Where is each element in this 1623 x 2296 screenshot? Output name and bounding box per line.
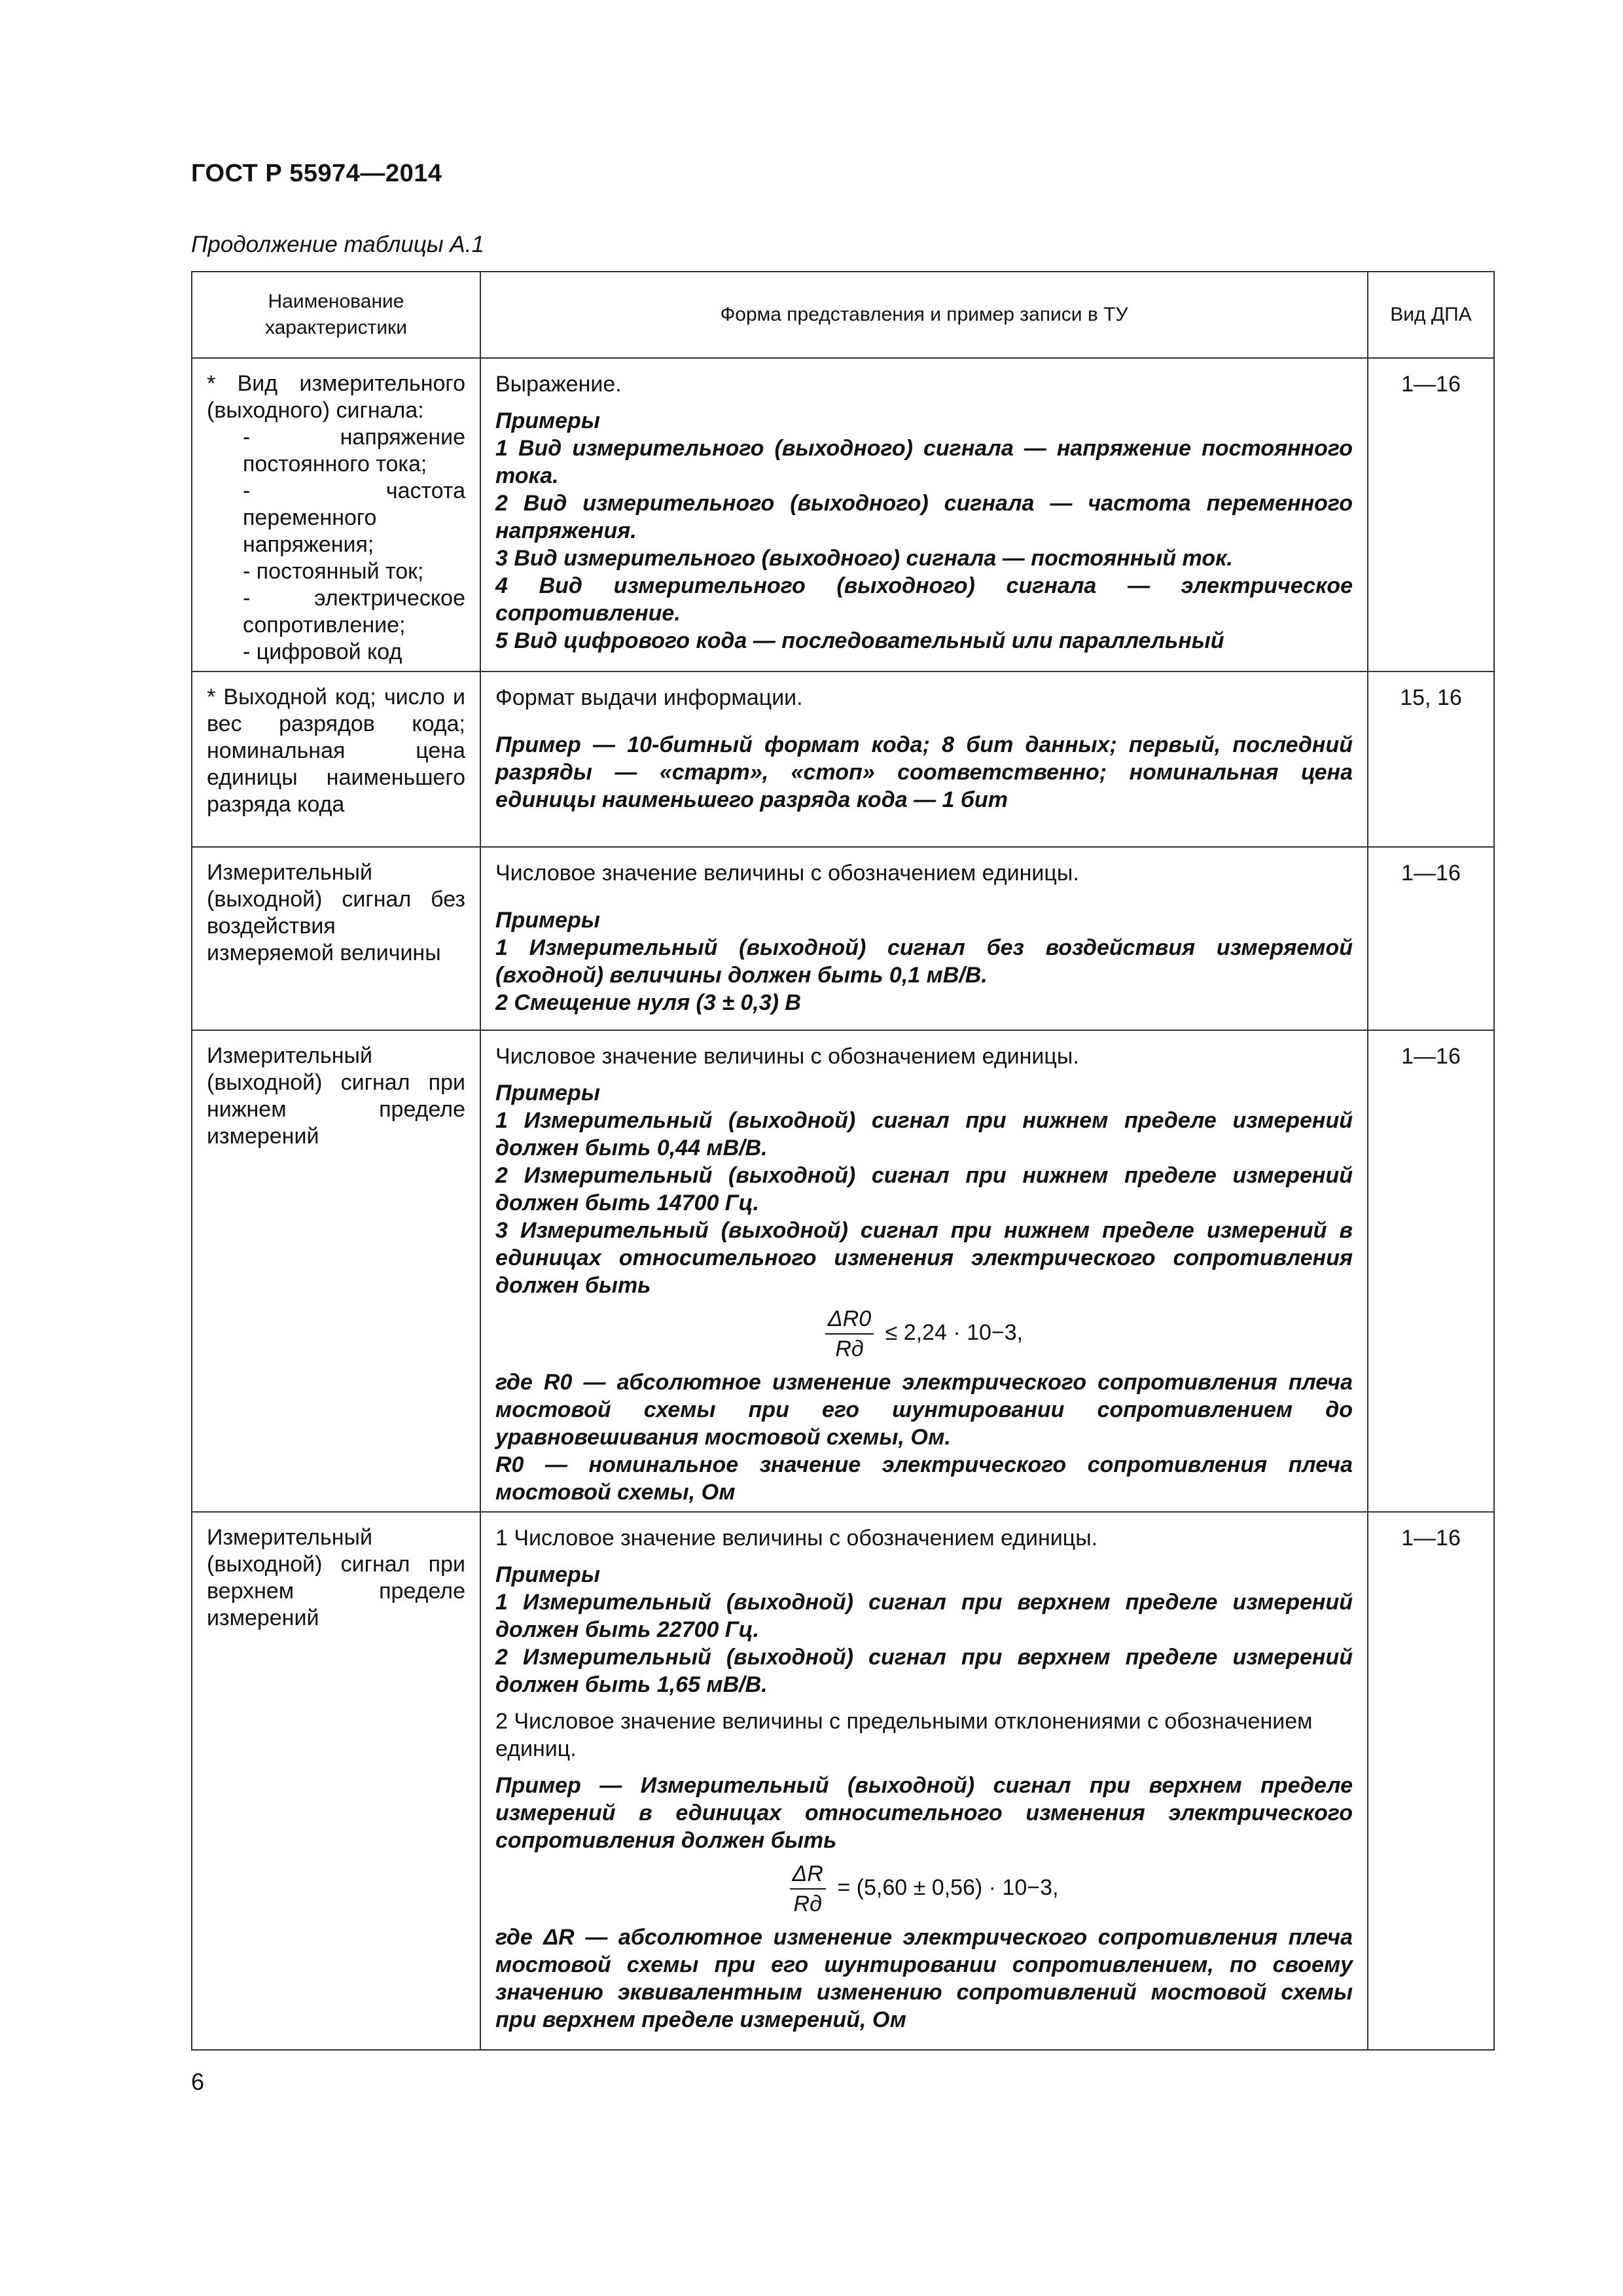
dpa-kind: 15, 16 <box>1368 672 1494 847</box>
table-continuation-caption: Продолжение таблицы А.1 <box>191 232 484 257</box>
dpa-kind: 1—16 <box>1368 358 1494 672</box>
table-header-row <box>192 272 1494 358</box>
page-number: 6 <box>191 2068 205 2095</box>
table-row <box>192 358 1494 672</box>
form-cell: Числовое значение величины с обозначением единицы. Примеры 1 Измерительный (выходной) сигнал без воздействия измеряемой (входной) величины должен быть 0,1 мВ/В. 2 Смещение нуля (3 ± 0,3) В <box>480 847 1368 1030</box>
form-cell: Числовое значение величины с обозначением единицы. Примеры 1 Измерительный (выходной) сигнал при нижнем пределе измерений должен быть 0,44 мВ/В. 2 Измерительный (выходной) сигнал при нижнем пределе измерений должен быть 14700 Гц. 3 Измерительный (выходной) сигнал при нижнем пределе измерений в единицах относительного изменения электрического сопротивления должен быть $\frac{\Delta R0}{Rд}$ ≤ 2,24 · 10−3, где R0 — абсолютное изменение электрического сопротивления плеча мостовой схемы при его шунтировании сопротивлением до уравновешивания мостовой схемы, Ом. R0 — номинальное значение электрического сопротивления плеча мостовой схемы, Ом <box>480 1030 1368 1512</box>
characteristics-table <box>191 271 1495 2051</box>
characteristic-name: * Выходной код; число и вес разрядов кода; номинальная цена единицы наименьшего разряда кода <box>192 672 480 847</box>
form-cell: 1 Числовое значение величины с обозначением единицы. Примеры 1 Измерительный (выходной) сигнал при верхнем пределе измерений должен быть 22700 Гц. 2 Измерительный (выходной) сигнал при верхнем пределе измерений должен быть 1,65 мВ/В. 2 Числовое значение величины с предельными отклонениями с обозначением единиц. Пример — Измерительный (выходной) сигнал при верхнем пределе измерений в единицах относительного изменения электрического сопротивления должен быть $\frac{\Delta R}{Rд}$ = (5,60 ± 0,56) · 10−3, где ΔR — абсолютное изменение электрического сопротивления плеча мостовой схемы при его шунтировании сопротивлением, по своему значению эквивалентным изменению сопротивлений мостовой схемы при верхнем пределе измерений, Ом <box>480 1512 1368 2050</box>
column-header-kind: Вид ДПА <box>1368 272 1494 358</box>
formula-upper-limit: $\frac{\Delta R}{Rд}$ = (5,60 ± 0,56) · 10−3, <box>495 1859 1353 1918</box>
form-cell: Формат выдачи информации. Пример — 10-битный формат кода; 8 бит данных; первый, последний разряды — «старт», «стоп» соответственно; номинальная цена единицы наименьшего разряда кода — 1 бит <box>480 672 1368 847</box>
table-row <box>192 672 1494 847</box>
formula-lower-limit: $\frac{\Delta R0}{Rд}$ ≤ 2,24 · 10−3, <box>495 1304 1353 1363</box>
column-header-form: Форма представления и пример записи в ТУ <box>480 272 1368 358</box>
characteristic-name: * Вид измерительного (выходного) сигнала: - напряжение постоянного тока; - частота переменного напряжения; - постоянный ток; - электрическое сопротивление; - цифровой код <box>192 358 480 672</box>
table-row <box>192 1030 1494 1512</box>
document-header: ГОСТ Р 55974—2014 <box>191 160 442 187</box>
characteristic-name: Измерительный (выходной) сигнал при верхнем пределе измерений <box>192 1512 480 2050</box>
column-header-name: Наименование характеристики <box>192 272 480 358</box>
form-cell: Выражение. Примеры 1 Вид измерительного (выходного) сигнала — напряжение постоянного тока. 2 Вид измерительного (выходного) сигнала — частота переменного напряжения. 3 Вид измерительного (выходного) сигнала — постоянный ток. 4 Вид измерительного (выходного) сигнала — электрическое сопротивление. 5 Вид цифрового кода — последовательный или параллельный <box>480 358 1368 672</box>
table-row <box>192 1512 1494 2050</box>
dpa-kind: 1—16 <box>1368 847 1494 1030</box>
table-row <box>192 847 1494 1030</box>
characteristic-name: Измерительный (выходной) сигнал без воздействия измеряемой величины <box>192 847 480 1030</box>
characteristic-name: Измерительный (выходной) сигнал при нижнем пределе измерений <box>192 1030 480 1512</box>
dpa-kind: 1—16 <box>1368 1030 1494 1512</box>
dpa-kind: 1—16 <box>1368 1512 1494 2050</box>
